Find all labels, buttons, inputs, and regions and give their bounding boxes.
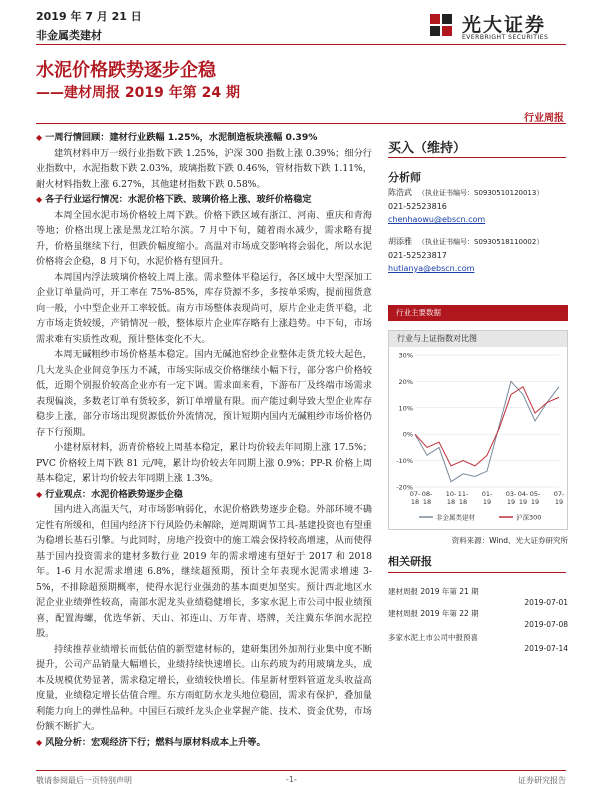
related-report-link[interactable]: 建材周报 2019 年第 21 期 <box>388 587 479 596</box>
brand-logo <box>428 10 578 44</box>
paragraph: 本周全国水泥市场价格较上周下跌。价格下跌区域有浙江、河南、重庆和青海等地；价格出现上涨是黑龙江哈尔滨。7 月中下旬，随着雨水减少，需求略有提升，价格虽继续下行，但跌价幅度缩小。高温对市场成交影响将会弱化，所以水泥价格将会企稳，8 月下旬，水泥价格有望回升。 <box>36 209 372 267</box>
legend-label: 沪深300 <box>516 513 542 522</box>
paragraph: 建筑材料申万一级行业指数下跌 1.25%，沪深 300 指数上涨 0.39%；细分行业指数中，水泥指数下跌 2.03%，玻璃指数下跌 0.46%，管材指数下跌 1.11%，耐火材料指数上涨 6.27%，其他建材指数下跌 0.58%。 <box>36 147 372 190</box>
paragraph: 持续推荐业绩增长而低估值的新型建材标的，建研集团外加剂行业集中度不断提升，公司产品销量大幅增长，业绩持续快速增长。山东药玻为药用玻璃龙头，成本及规模优势显著，需求稳定增长，业绩较快增长。伟星新材塑料管道龙头收益高度量，业绩稳定增长估值合理。东方雨虹防水龙头地位稳固，需求有保护，叠加量利能力向上的弹性品种。中国巨石玻纤龙头企业掌握产能、技术、资金优势，市场份额不断扩大。 <box>36 643 372 732</box>
x-tick-label: 19 <box>554 498 564 506</box>
analyst-license: （执业证书编号：S0930518110002） <box>418 238 544 246</box>
section-heading: ◆ 行业观点：水泥价格跌势逐步企稳 <box>36 487 372 503</box>
analyst-phone: 021-52523816 <box>388 202 447 211</box>
report-type-label: 行业周报 <box>524 113 564 124</box>
paragraph: 国内进入高温天气，对市场影响弱化，水泥价格跌势逐步企稳。外部环境不确定性有所缓和，但国内经济下行风险仍未解除，逆周期调节工具-基建投资也有望重为稳增长基石引擎。与此同时，房地产投资中的施工端会保持较高增速，从而使得基于国内投资需求的建材多数行业 2019 年的需求增速有望好于 2017 和 2018 年。1-6 月水泥需求增速 6.8%，继续超预期，预计全年表现水泥需求增速 3-5%，不排除超预期概率，使得水泥行业强劲的基本面更加坚实。预计西北地区水泥企业业绩弹性较高，南部水泥龙头业绩稳健增长，多家水泥上市公司中报业绩预喜，配置海螺，优选华新、天山、祁连山、万年青、塔牌，关注冀东华润水泥控股。 <box>36 504 372 639</box>
x-tick-label: 19 <box>506 498 516 506</box>
x-tick-label: 10- <box>445 490 457 498</box>
related-report-date: 2019-07-14 <box>524 644 568 653</box>
analyst-name: 胡添雅 <box>388 237 412 246</box>
main-content <box>36 130 372 750</box>
related-rule <box>388 572 566 573</box>
y-tick-label: 0% <box>402 430 413 439</box>
x-tick-label: 08- <box>421 490 433 498</box>
logo-mark-icon <box>428 12 454 38</box>
related-report-date: 2019-07-01 <box>524 598 568 607</box>
x-tick-label: 07- <box>553 490 565 498</box>
x-tick-label: 19 <box>518 498 528 506</box>
analyst-license: （执业证书编号：S0930510120013） <box>418 189 544 197</box>
analyst-phone: 021-52523817 <box>388 251 447 260</box>
paragraph: 小建材原材料，沥青价格较上周基本稳定，累计均价较去年同期上涨 17.5%；PVC 价格较上周下跌 81 元/吨，累计均价较去年同期上涨 0.9%；PP-R 价格上周基本稳定，累计均价较去年同期上涨 1.3%。 <box>36 442 372 484</box>
y-tick-label: 20% <box>398 377 413 386</box>
analyst-email-link[interactable]: chenhaowu@ebscn.com <box>388 215 486 224</box>
rating-label: 买入（维持） <box>388 141 467 156</box>
x-tick-label: 11- <box>457 490 469 498</box>
section-heading: ◆ 一周行情回顾：建材行业跌幅 1.25%，水泥制造板块涨幅 0.39% <box>36 130 372 146</box>
x-tick-label: 19 <box>482 498 492 506</box>
x-tick-label: 05- <box>529 490 541 498</box>
logo-text-en: EVERBRIGHT SECURITIES <box>462 34 549 41</box>
footer-label: 证券研究报告 <box>518 776 566 785</box>
report-subtitle: ——建材周报 2019 年第 24 期 <box>36 85 240 101</box>
x-tick-label: 18 <box>458 498 468 506</box>
related-heading: 相关研报 <box>388 555 432 568</box>
x-tick-label: 18 <box>422 498 432 506</box>
series-line <box>415 387 559 466</box>
paragraph: 本周国内浮法玻璃价格较上周上涨。需求整体平稳运行，各区域中大型深加工企业订单量尚可，开工率在 75%-85%，库存贷源不多，多按单采购，提前囤货意向一般，小中型企业开工率较低。南方市场整体表现尚可，原片企业走货平稳，北方市场走货较缓，产销情况一般，整体原片企业库存略有上涨趋势。中下旬，市场需求难有实质性改观，预计整体变化不大。 <box>36 271 372 345</box>
risk-heading: ◆ 风险分析：宏观经济下行；燃料与原材料成本上升等。 <box>36 735 372 751</box>
page-number: -1- <box>286 775 297 784</box>
header-rule <box>36 44 566 45</box>
related-list <box>388 585 568 653</box>
industry-data-box <box>388 305 568 321</box>
x-tick-label: 03- <box>505 490 517 498</box>
analyst-email-link[interactable]: hutianya@ebscn.com <box>388 264 475 273</box>
related-report-link[interactable]: 建材周报 2019 年第 22 期 <box>388 609 479 618</box>
series-line <box>415 381 559 481</box>
x-tick-label: 04- <box>517 490 529 498</box>
rating-rule <box>388 157 566 158</box>
x-tick-label: 18 <box>446 498 456 506</box>
x-tick-label: 18 <box>410 498 420 506</box>
analyst-card <box>388 186 568 226</box>
x-tick-label: 01- <box>481 490 493 498</box>
y-tick-label: -20% <box>396 483 413 492</box>
y-tick-label: 10% <box>398 404 413 413</box>
box-title: 行业主要数据 <box>388 305 568 321</box>
analyst-name: 陈浩武 <box>388 188 412 197</box>
x-tick-label: 19 <box>530 498 540 506</box>
legend-label: 非金属类建材 <box>436 513 475 522</box>
related-report-link[interactable]: 多家水泥上市公司中报预喜 <box>388 633 478 642</box>
y-tick-label: 30% <box>398 351 413 360</box>
report-title: 水泥价格跌势逐步企稳 <box>36 60 216 81</box>
chart-source: 资料来源：Wind、光大证券研究所 <box>451 536 568 545</box>
x-tick-label: 07- <box>409 490 421 498</box>
chart-title: 行业与上证指数对比图 <box>389 331 567 347</box>
y-tick-label: -10% <box>396 457 413 466</box>
comparison-chart <box>389 347 567 529</box>
related-report-date: 2019-07-08 <box>524 620 568 629</box>
title-rule <box>36 123 566 124</box>
section-heading: ◆ 各子行业运行情况：水泥价格下跌、玻璃价格上涨、玻纤价格稳定 <box>36 192 372 208</box>
footer-disclaimer: 敬请参阅最后一页特别声明 <box>36 776 132 785</box>
analyst-card <box>388 235 568 275</box>
paragraph: 本周无碱粗纱市场价格基本稳定。国内无碱池窑纱企业整体走货尤较大起色，几大龙头企业间竞争压力不减，市场实际成交价格继续小幅下行，部分客户价格较低，近期个别报价较高企业亦有一定下调。需求面来看，下游布厂及终端市场需求表现偏淡，多数老订单有货较多，新订单增量有限。而产能过剩导致大型企业库存稳步上涨，部分市场出现贸源低价外流情况，预计短期内国内无碱粗纱市场价格仍存下行预期。 <box>36 349 372 438</box>
comparison-chart-box <box>388 330 568 530</box>
sector-label: 非金属类建材 <box>36 29 102 42</box>
footer-rule <box>36 770 566 771</box>
page-footer <box>36 775 566 786</box>
analyst-heading: 分析师 <box>388 171 421 184</box>
report-date: 2019 年 7 月 21 日 <box>36 10 142 23</box>
logo-text-cn: 光大证券 <box>462 14 547 36</box>
